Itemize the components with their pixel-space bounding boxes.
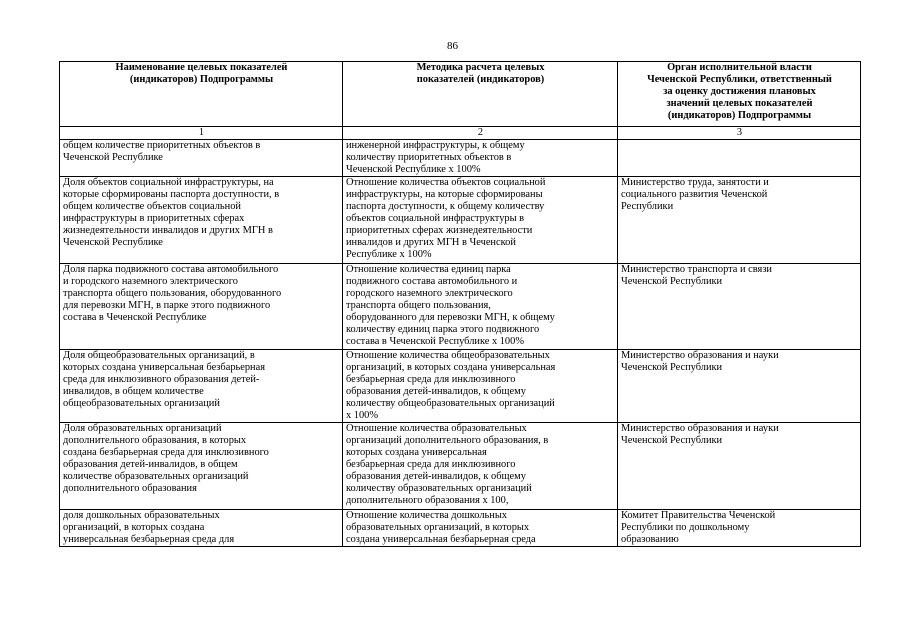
cell-text-line: организаций, в которых создана <box>63 522 205 533</box>
cell-text-line: городского наземного электрического <box>346 288 513 299</box>
indicators-table <box>59 61 861 547</box>
cell-text-line: Чеченской Республике <box>63 152 163 163</box>
cell-text-line: создана универсальная безбарьерная среда <box>346 534 536 545</box>
cell-text-line: Методика расчета целевых <box>416 62 545 73</box>
indicator-cell <box>60 140 343 177</box>
authority-cell <box>618 510 861 547</box>
cell-text-line: Отношение количества образовательных <box>346 423 527 434</box>
cell-text-line: состава в Чеченской Республике <box>63 312 207 323</box>
cell-text-line: объектов социальной инфраструктуры в <box>346 213 525 224</box>
cell-text-line: образованию <box>621 534 679 545</box>
cell-text-line: инженерной инфраструктуры, к общему <box>346 140 525 151</box>
cell-text-line: оборудованного для перевозки МГН, к общему <box>346 312 555 323</box>
authority-cell <box>618 177 861 264</box>
table-row <box>60 264 861 350</box>
cell-text-line: Орган исполнительной власти <box>667 62 812 73</box>
authority-cell <box>618 423 861 510</box>
cell-text-line: социального развития Чеченской <box>621 189 768 200</box>
cell-text-line: образования детей-инвалидов, к общему <box>346 471 526 482</box>
cell-text-line: дополнительного образования, в которых <box>63 435 247 446</box>
cell-text-line: Чеченской Республики <box>621 362 723 373</box>
indicator-cell <box>60 264 343 350</box>
cell-text-line: количеству приоритетных объектов в <box>346 152 512 163</box>
cell-text-line: для перевозки МГН, в парке этого подвижного <box>63 300 271 311</box>
cell-text-line: значений целевых показателей <box>666 98 813 109</box>
cell-text-line: (индикаторов) Подпрограммы <box>667 110 812 121</box>
cell-text-line: количеству образовательных организаций <box>346 483 532 494</box>
cell-text-line: Чеченской Республики <box>621 276 723 287</box>
authority-cell <box>618 350 861 423</box>
cell-text-line: Министерство труда, занятости и <box>621 177 769 188</box>
cell-text-line: Чеченской Республике х 100% <box>346 164 481 175</box>
header-indicator-name <box>60 62 343 127</box>
cell-text-line: паспорта доступности, к общему количеству <box>346 201 545 212</box>
method-cell <box>343 177 618 264</box>
cell-text-line: приоритетных сферах жизнедеятельности <box>346 225 533 236</box>
column-numbers-row <box>60 127 861 140</box>
header-responsible-authority <box>618 62 861 127</box>
cell-text-line: которых создана универсальная <box>346 447 487 458</box>
cell-text-line: Чеченской Республике <box>63 237 163 248</box>
column-number: 2 <box>343 127 618 140</box>
cell-text-line: общеобразовательных организаций <box>63 398 220 409</box>
cell-text-line: Республики <box>621 201 674 212</box>
method-cell <box>343 264 618 350</box>
cell-text-line: транспорта общего пользования, оборудованного <box>63 288 282 299</box>
cell-text-line: Отношение количества объектов социальной <box>346 177 546 188</box>
indicator-cell <box>60 423 343 510</box>
method-cell <box>343 140 618 177</box>
cell-text-line: Республике х 100% <box>346 249 432 260</box>
cell-text-line: безбарьерная среда для инклюзивного <box>346 459 516 470</box>
cell-text-line: количестве образовательных организаций <box>63 471 249 482</box>
cell-text-line: Отношение количества единиц парка <box>346 264 511 275</box>
table-row <box>60 177 861 264</box>
cell-text-line: Доля парка подвижного состава автомобильного <box>63 264 279 275</box>
cell-text-line: Отношение количества общеобразовательных <box>346 350 550 361</box>
table-header-row <box>60 62 861 127</box>
method-cell <box>343 350 618 423</box>
cell-text-line: (индикаторов) Подпрограммы <box>129 74 274 85</box>
cell-text-line: инфраструктуры, на которые сформированы <box>346 189 543 200</box>
cell-text-line: состава в Чеченской Республике х 100% <box>346 336 524 347</box>
column-number: 1 <box>60 127 343 140</box>
cell-text-line: общем количестве объектов социальной <box>63 201 241 212</box>
cell-text-line: Республики по дошкольному <box>621 522 750 533</box>
cell-text-line: количеству общеобразовательных организаций <box>346 398 555 409</box>
cell-text-line: создана безбарьерная среда для инклюзивного <box>63 447 269 458</box>
cell-text-line: количеству единиц парка этого подвижного <box>346 324 540 335</box>
cell-text-line: Доля образовательных организаций <box>63 423 222 434</box>
cell-text-line: общем количестве приоритетных объектов в <box>63 140 261 151</box>
header-calculation-method <box>343 62 618 127</box>
table-row <box>60 510 861 547</box>
column-number: 3 <box>618 127 861 140</box>
cell-text-line: Министерство транспорта и связи <box>621 264 772 275</box>
cell-text-line: инвалидов, в общем количестве <box>63 386 204 397</box>
table-row <box>60 140 861 177</box>
cell-text-line: дополнительного образования <box>63 483 197 494</box>
cell-text-line: Комитет Правительства Чеченской <box>621 510 776 521</box>
cell-text-line: подвижного состава автомобильного и <box>346 276 518 287</box>
indicator-cell <box>60 177 343 264</box>
cell-text-line: универсальная безбарьерная среда для <box>63 534 235 545</box>
cell-text-line: организаций дополнительного образования, в <box>346 435 549 446</box>
cell-text-line: показателей (индикаторов) <box>416 74 545 85</box>
cell-text-line: Министерство образования и науки <box>621 350 779 361</box>
cell-text-line: организаций, в которых создана универсальная <box>346 362 556 373</box>
cell-text-line: образования детей-инвалидов, в общем <box>63 459 238 470</box>
cell-text-line: Чеченской Республики, ответственный <box>647 74 832 85</box>
table-row <box>60 423 861 510</box>
cell-text-line: инвалидов и других МГН в Чеченской <box>346 237 516 248</box>
authority-cell <box>618 264 861 350</box>
cell-text-line: среда для инклюзивного образования детей- <box>63 374 260 385</box>
indicator-cell <box>60 350 343 423</box>
cell-text-line: доля дошкольных образовательных <box>63 510 220 521</box>
cell-text-line: безбарьерная среда для инклюзивного <box>346 374 516 385</box>
cell-text-line: жизнедеятельности инвалидов и других МГН в <box>63 225 273 236</box>
cell-text-line: инфраструктуры в приоритетных сферах <box>63 213 245 224</box>
cell-text-line: и городского наземного электрического <box>63 276 238 287</box>
cell-text-line: транспорта общего пользования, <box>346 300 491 311</box>
cell-text-line: Отношение количества дошкольных <box>346 510 508 521</box>
authority-cell <box>618 140 861 177</box>
cell-text-line: которых создана универсальная безбарьерная <box>63 362 266 373</box>
cell-text-line: Доля общеобразовательных организаций, в <box>63 350 255 361</box>
cell-text-line: Наименование целевых показателей <box>115 62 288 73</box>
cell-text-line: х 100% <box>346 410 379 421</box>
table-row <box>60 350 861 423</box>
cell-text-line: образовательных организаций, в которых <box>346 522 530 533</box>
page-number: 86 <box>447 40 458 52</box>
method-cell <box>343 510 618 547</box>
cell-text-line: Чеченской Республики <box>621 435 723 446</box>
cell-text-line: образования детей-инвалидов, к общему <box>346 386 526 397</box>
cell-text-line: Министерство образования и науки <box>621 423 779 434</box>
method-cell <box>343 423 618 510</box>
indicator-cell <box>60 510 343 547</box>
cell-text-line: дополнительного образования х 100, <box>346 495 509 506</box>
cell-text-line: Доля объектов социальной инфраструктуры, на <box>63 177 274 188</box>
cell-text-line: которые сформированы паспорта доступности, в <box>63 189 280 200</box>
cell-text-line: за оценку достижения плановых <box>663 86 816 97</box>
